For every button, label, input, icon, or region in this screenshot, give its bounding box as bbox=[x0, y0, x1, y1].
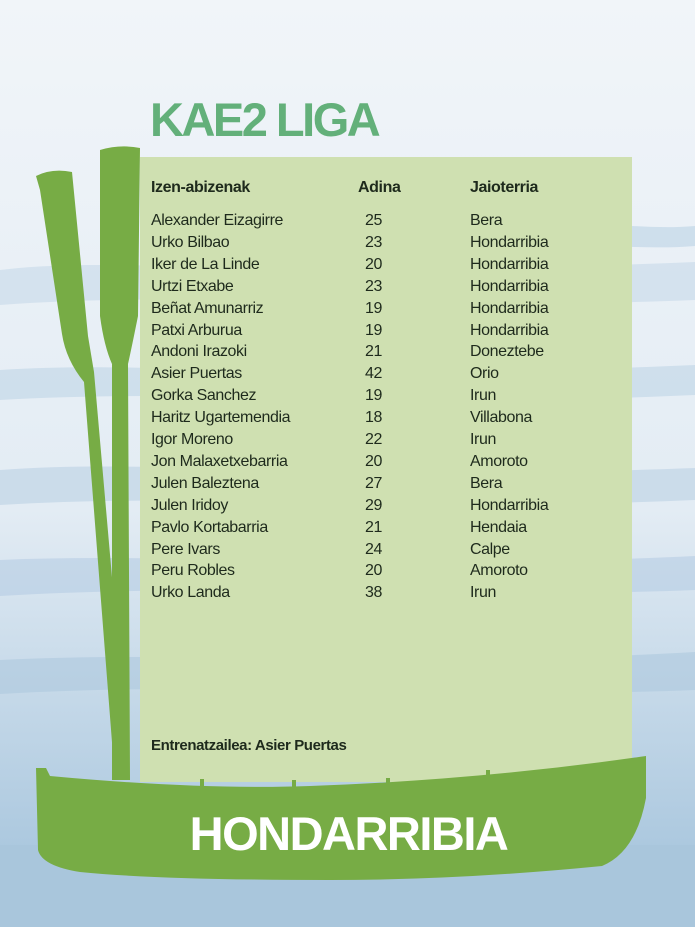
player-name: Pere Ivars bbox=[151, 540, 220, 558]
player-name: Urko Bilbao bbox=[151, 233, 230, 251]
player-town: Hondarribia bbox=[470, 496, 549, 514]
player-age: 23 bbox=[365, 233, 382, 251]
page-title: KAE2 LIGA bbox=[150, 93, 379, 146]
player-name: Andoni Irazoki bbox=[151, 343, 247, 361]
player-town: Villabona bbox=[470, 409, 532, 427]
player-age: 25 bbox=[365, 212, 382, 229]
player-town: Amoroto bbox=[470, 562, 528, 580]
player-town: Irun bbox=[470, 431, 496, 448]
player-name: Alexander Eizagirre bbox=[151, 212, 284, 229]
player-age: 18 bbox=[365, 409, 382, 427]
player-age: 21 bbox=[365, 518, 382, 536]
coach-label: Entrenatzailea: Asier Puertas bbox=[151, 737, 347, 754]
player-age: 38 bbox=[365, 584, 382, 602]
player-age: 19 bbox=[365, 299, 382, 317]
player-name: Urko Landa bbox=[151, 584, 230, 602]
player-age: 24 bbox=[365, 540, 382, 558]
player-name: Peru Robles bbox=[151, 562, 235, 580]
col-header-town: Jaioterria bbox=[470, 179, 539, 196]
player-town: Hondarribia bbox=[470, 255, 549, 273]
roster-panel bbox=[140, 157, 632, 782]
player-town: Irun bbox=[470, 387, 496, 405]
player-age: 29 bbox=[365, 496, 382, 514]
player-age: 42 bbox=[365, 365, 382, 383]
player-name: Julen Baleztena bbox=[151, 474, 259, 492]
player-age: 22 bbox=[365, 431, 382, 448]
player-name: Pavlo Kortabarria bbox=[151, 518, 268, 536]
player-name: Asier Puertas bbox=[151, 365, 242, 383]
player-town: Hondarribia bbox=[470, 299, 549, 317]
player-town: Doneztebe bbox=[470, 343, 544, 361]
player-town: Bera bbox=[470, 474, 503, 492]
player-name: Iker de La Linde bbox=[151, 255, 260, 273]
player-town: Hondarribia bbox=[470, 233, 549, 251]
player-name: Gorka Sanchez bbox=[151, 387, 257, 405]
player-town: Hendaia bbox=[470, 518, 527, 536]
player-age: 20 bbox=[365, 452, 382, 470]
player-age: 20 bbox=[365, 255, 382, 273]
player-age: 27 bbox=[365, 474, 382, 492]
player-town: Amoroto bbox=[470, 452, 528, 470]
team-name: HONDARRIBIA bbox=[189, 807, 508, 860]
player-age: 20 bbox=[365, 562, 382, 580]
player-name: Jon Malaxetxebarria bbox=[151, 452, 288, 470]
col-header-name: Izen-abizenak bbox=[151, 179, 250, 196]
player-name: Haritz Ugartemendia bbox=[151, 409, 291, 427]
player-age: 21 bbox=[365, 343, 382, 361]
player-town: Calpe bbox=[470, 540, 510, 558]
player-town: Hondarribia bbox=[470, 277, 549, 295]
player-age: 23 bbox=[365, 277, 382, 295]
player-town: Irun bbox=[470, 584, 496, 602]
player-name: Patxi Arburua bbox=[151, 321, 242, 339]
player-name: Igor Moreno bbox=[151, 431, 233, 448]
player-name: Beñat Amunarriz bbox=[151, 299, 264, 317]
player-town: Orio bbox=[470, 365, 499, 383]
player-town: Hondarribia bbox=[470, 321, 549, 339]
player-name: Urtzi Etxabe bbox=[151, 277, 234, 295]
player-name: Julen Iridoy bbox=[151, 496, 229, 514]
player-age: 19 bbox=[365, 387, 382, 405]
player-town: Bera bbox=[470, 212, 503, 229]
player-age: 19 bbox=[365, 321, 382, 339]
col-header-age: Adina bbox=[358, 179, 401, 196]
